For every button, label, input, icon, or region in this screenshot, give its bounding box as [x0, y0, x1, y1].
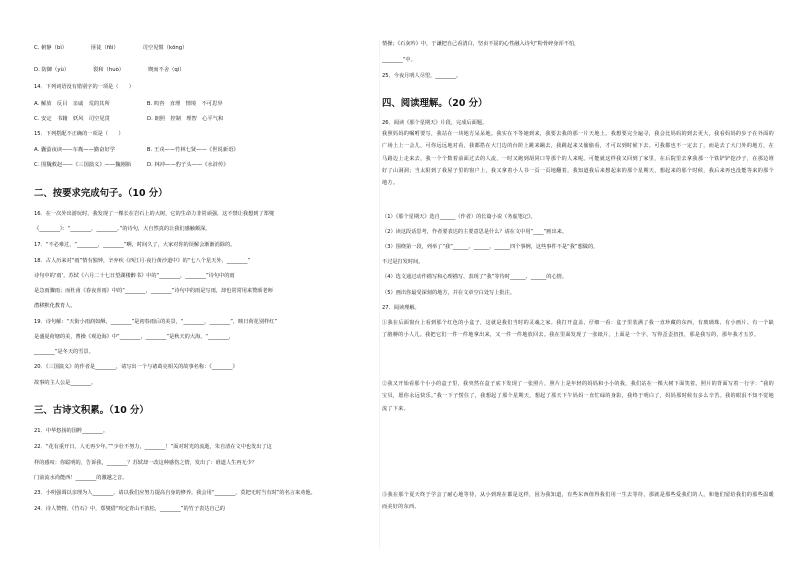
question-21: 21．中华悠扬的国粹________。	[34, 428, 109, 434]
question-15: 15．下列搭配不正确的一项是（ ）	[34, 131, 124, 137]
question-26-4: （4）选文通过动作描写和心理描写，表现了“我”等待时______、______的心情。	[382, 274, 568, 280]
section-3-heading: 三、古诗文积累。（10 分）	[34, 405, 149, 416]
section-2-heading: 二、按要求完成句子。（10 分）	[34, 188, 168, 199]
question-26-1: （1）《那个星期天》选自______（作者）的长篇小说《务虚笔记》。	[382, 214, 536, 220]
question-26-5: （5）画出你最受深刻的地方，并在文章空白处写上批注。	[382, 290, 515, 296]
question-20: 20．《三国演义》的作者是________，请写出一个与诸葛亮相关的故事名称：《________》	[34, 364, 238, 370]
question-15-options-cd: C. 围魏救赵——《三国演义》——魏刚瓶 D. 林冲——豹子头——《水浒传》	[34, 162, 229, 168]
question-14: 14．下列词语没有错别字的一项是（ ）	[34, 84, 134, 90]
question-22-cont-1: 样的感叹：你聪明的，告诉我，________？苏轼却一改这种感伤之情，发出了：谁道人生再无少？	[34, 460, 258, 466]
question-16-cont: 《________》：“________，________。”的诗句，大自然真的让我们感触颇深。	[34, 226, 211, 232]
question-19-cont-1: 是盛夏荷塘的美，曹操《观沧海》中“________，________”是秋天的大海，“________，	[34, 334, 235, 340]
question-17: 17．“不必难过，“________，________”啊，时间久了，大家对你的误解会渐渐消除的。	[34, 242, 236, 248]
question-26-2: （2）读这段话思考，作者要表达的主要意思是什么？请在文中用“____”画出来。	[382, 229, 568, 235]
question-14-options-ab: A. 解放 反目 亲戚 荒的其所 B. 呜咨 直理 情境 不可思异	[34, 101, 223, 107]
reading-passage-2-para-1: ①我在后面窗台上看到那个红色的小盒子，这就是我们当时的灵魂之家。我打开盒盖，仔细一看：盒子里装满了我一直珍藏的东西，有玻璃珠、有小画片、有一个缺了胳膊的小人儿。我把它们一件一件地拿出来，又一件一件地放回去。我在里面发现了一张纸片，上面是一个字，写得歪歪扭扭，那是我写的，那年我才五岁。	[382, 320, 774, 339]
question-26: 26．阅读《那个星期天》片段，完成后面题。	[382, 120, 488, 126]
reading-passage-1: 我照妈妈的嘱咐要写，我站在一块地方呆呆地。我实在不等她到来，我要去我的那一片天地上。我想要完全遍寻，我会比妈妈的到去更大，我看妈妈的步子在外面的广场上上一会儿，可你远远地对看，我都搭在大门边的台阶上跳来蹦去，我跳起来又偷偷看，才可以到时候下去。可我都也不一定去了，而是去了大门外的地方，在马路边上走来去，我一个个数着前面过去的人流，一时又跑到胡同口等那个的人来呢。可能就这样我又回到了家里，在后院里去拿我那一个铁铲铲挖沙子，在那边堆好了山洞洞；当太阳到了我屋子里的窗户上，我又拿着小人书一页一页地翻着。我知道我后来想起来的那个星期天，想起来的那个时候，我后来再也没能等来的那个地方。	[382, 131, 774, 187]
question-23: 23．小明强调以亲理为人________，请以我们应努力提高自身的修养。我会用“________，莫把无时当有时”的名言来劝他。	[34, 490, 316, 496]
question-24: 24．诗人赞物、《竹石》中，郑燮借“咬定青山不放松，________”的竹子表达自己的	[34, 506, 225, 512]
question-24-cont-2: ________”中。	[382, 57, 416, 63]
question-26-3-cont: 不过是打发时间。	[382, 259, 424, 265]
question-25: 25．今夜月明人尽望，________。	[382, 73, 462, 79]
question-18: 18．古人历来对“雨”情有独钟，辛弃疾《西江月·夜行黄沙道中》的“七八个星天外，________”	[34, 258, 251, 264]
question-14-options-cd: C. 安定 书籍 妖风 司空见贯 D. 朗照 控制 理智 心平气和	[34, 116, 224, 122]
question-27: 27．阅读理解。	[382, 305, 420, 311]
reading-passage-2-para-2: ②我又开始看那个小小的盒子里，我突然在盒子底下发现了一张照片，照片上是年轻的妈妈和小小的我，我们站在一棵大树下面笑着。照片的背面写着一行字：“我的宝贝，愿你永远快乐。”我一下子愣住了，我想起了那个星期天，想起了那天下午妈妈一直忙碌的身影，我终于明白了，妈妈那时候有多么辛苦。我的眼泪不知不觉地流了下来。	[382, 381, 774, 412]
question-19: 19．诗句解：“天街小雨润如酥，________”是初春雨后的美景，“________，________”，映日荷花别样红”	[34, 319, 278, 325]
question-26-3: （3）围绕第一段，列举了“我”______、______、______四个事例，这些事件不是“我”想做的，	[382, 244, 599, 250]
question-19-cont-2: ________”是冬天的雪景。	[34, 349, 94, 355]
question-18-cont-3: 潜移默化教育人。	[34, 303, 76, 309]
question-24-cont-1: 情操；《石灰吟》中，于谦把自己看清白，坚贞不屈的心性融入诗句“粉骨碎身浑不怕，	[382, 41, 580, 47]
question-18-cont-2: 是急雨骤雨；而杜甫《春夜喜雨》中的“________，________”诗句中的雨是写雨，却也常常用来赞颂老师	[34, 288, 273, 294]
question-13-option-d: D. 防御（yù） 裂和（huò） 锲而不舍（qì）	[34, 67, 185, 73]
question-22: 22．“花有重开日，人无再少年。”“少壮不努力，________！”面对时光的流逝，朱自清在文中也发出了这	[34, 444, 272, 450]
question-15-options-ab: A. 囊萤夜读——车胤——勤奋好学 B. 王戎——竹林七贤——《世说新语》	[34, 147, 239, 153]
reading-passage-2-para-3: ③我在那个夏天终于学会了耐心地等待，从小到现在都是这样，因为我知道，有些东西值得我们用一生去等待，那就是那些爱我们的人，和他们留给我们的那些温暖而美好的东西。	[382, 492, 774, 511]
column-divider	[379, 40, 380, 548]
question-18-cont-1: 诗句中的‘雨’，苏轼《六月二十七日望湖楼醉书》中的“________，________”诗句中的雨	[34, 273, 235, 279]
section-4-heading: 四、阅读理解。（20 分）	[382, 98, 488, 109]
question-20-cont: 故事的主人公是________。	[34, 380, 97, 386]
question-16: 16．在一次外出游玩时，我发现了一棵长在岩石上的大树，它的生命力非常顽强，这不禁让我想到了郑燮	[34, 211, 275, 217]
question-13-option-c: C. 俯静（bì） 匪徒（fěi） 司空见惯（kōng）	[34, 45, 188, 51]
question-22-cont-2: 门前流水尚能西！________的激越之音。	[34, 475, 128, 481]
